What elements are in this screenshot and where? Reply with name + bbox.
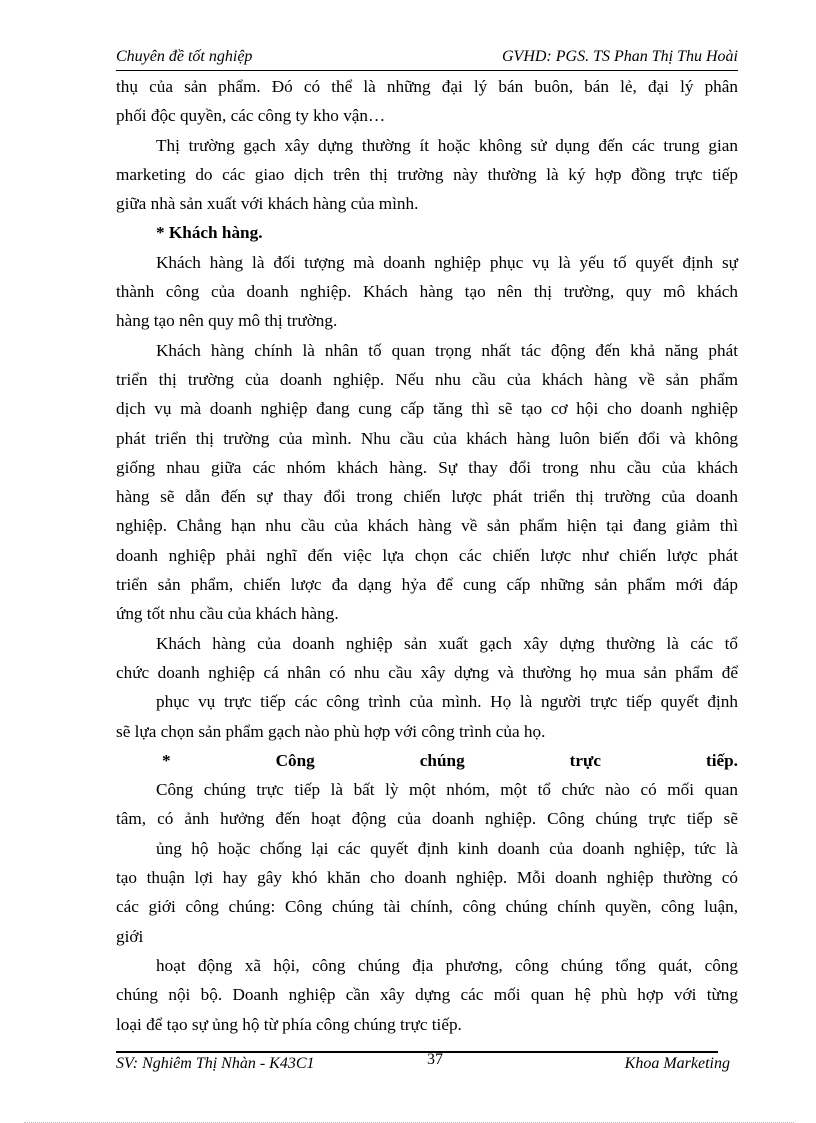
text-line: nghiệp. Chẳng hạn nhu cầu của khách hàng về sản phẩm hiện tại đang giảm thì (116, 516, 738, 536)
text-line: sẽ lựa chọn sản phẩm gạch nào phù hợp với công trình của họ. (116, 721, 546, 741)
text-line: chức doanh nghiệp cá nhân có nhu cầu xây dựng và thường họ mua sản phẩm để (116, 662, 738, 682)
section-heading-customers: * Khách hàng. (156, 223, 263, 243)
text-line: thành công của doanh nghiệp. Khách hàng tạo nên thị trường, quy mô khách (116, 282, 738, 302)
text-line: tạo thuận lợi hay gây khó khăn cho doanh nghiệp. Mỗi doanh nghiệp thường có (116, 868, 738, 888)
section-heading-public (116, 746, 738, 775)
text-line: dịch vụ mà doanh nghiệp đang cung cấp tăng thì sẽ tạo cơ hội cho doanh nghiệp (116, 399, 738, 419)
text-line: marketing do các giao dịch trên thị trường này thường là ký hợp đồng trực tiếp (116, 164, 738, 184)
text-line: Công chúng trực tiếp là bất lỳ một nhóm, một tổ chức nào có mối quan (156, 780, 738, 800)
text-line: giới (116, 926, 144, 946)
text-line: doanh nghiệp phải nghĩ đến việc lựa chọn các chiến lược như chiến lược phát (116, 545, 738, 565)
text-line: triển sản phẩm, chiến lược đa dạng hỷa để cung cấp những sản phẩm mới đáp (116, 575, 738, 595)
page-header (116, 48, 738, 71)
text-line: phát triển thị trường của mình. Nhu cầu của khách hàng luôn biến đổi và không (116, 428, 738, 448)
document-body (116, 72, 738, 1039)
text-line: hàng sẽ dẫn đến sự thay đổi trong chiến lược phát triển thị trường của doanh (116, 487, 738, 507)
text-line: phối độc quyền, các công ty kho vận… (116, 106, 386, 126)
heading-word: * (162, 750, 171, 770)
text-line: giữa nhà sản xuất với khách hàng của mình. (116, 194, 419, 214)
footer-student: SV: Nghiêm Thị Nhàn - K43C1 (116, 1055, 315, 1072)
text-line: triển thị trường của doanh nghiệp. Nếu nhu cầu của khách hàng về sản phẩm (116, 369, 738, 389)
footer-divider (116, 1051, 718, 1053)
heading-word: tiếp. (705, 750, 738, 770)
text-line: thụ của sản phẩm. Đó có thể là những đại lý bán buôn, bán lẻ, đại lý phân (116, 77, 738, 96)
text-line: tâm, có ảnh hưởng đến hoạt động của doanh nghiệp. Công chúng trực tiếp sẽ (116, 809, 738, 829)
text-line: ứng tốt nhu cầu của khách hàng. (116, 604, 339, 624)
header-advisor: GVHD: PGS. TS Phan Thị Thu Hoài (501, 48, 738, 65)
text-line: Khách hàng là đối tượng mà doanh nghiệp phục vụ là yếu tố quyết định sự (156, 252, 738, 272)
text-line: Khách hàng của doanh nghiệp sản xuất gạch xây dựng thường là các tổ (156, 633, 738, 653)
text-line: Thị trường gạch xây dựng thường ít hoặc không sử dụng đến các trung gian (156, 135, 738, 155)
text-line: hàng tạo nên quy mô thị trường. (116, 311, 338, 331)
text-line: hoạt động xã hội, công chúng địa phương, công chúng tổng quát, công (156, 955, 738, 975)
heading-word: trực (569, 750, 601, 770)
text-line: Khách hàng chính là nhân tố quan trọng nhất tác động đến khả năng phát (156, 340, 738, 360)
heading-word: chúng (419, 750, 465, 770)
text-line: chúng nội bộ. Doanh nghiệp cần xây dựng các mối quan hệ phù hợp với từng (116, 985, 738, 1005)
page-footer (116, 1051, 730, 1075)
text-line: phục vụ trực tiếp các công trình của mình. Họ là người trực tiếp quyết định (156, 692, 738, 712)
footer-faculty: Khoa Marketing (624, 1055, 730, 1072)
text-line: các giới công chúng: Công chúng tài chính, công chúng chính quyền, công luận, (116, 897, 738, 917)
heading-word: Công (275, 750, 315, 770)
page-number: 37 (427, 1051, 443, 1068)
text-line: loại để tạo sự ủng hộ từ phía công chúng trực tiếp. (116, 1014, 462, 1034)
header-title: Chuyên đề tốt nghiệp (116, 48, 253, 65)
text-line: ủng hộ hoặc chống lại các quyết định kinh doanh của doanh nghiệp, tức là (156, 838, 738, 858)
text-line: giống nhau giữa các nhóm khách hàng. Sự thay đổi trong nhu cầu của khách (116, 457, 738, 477)
